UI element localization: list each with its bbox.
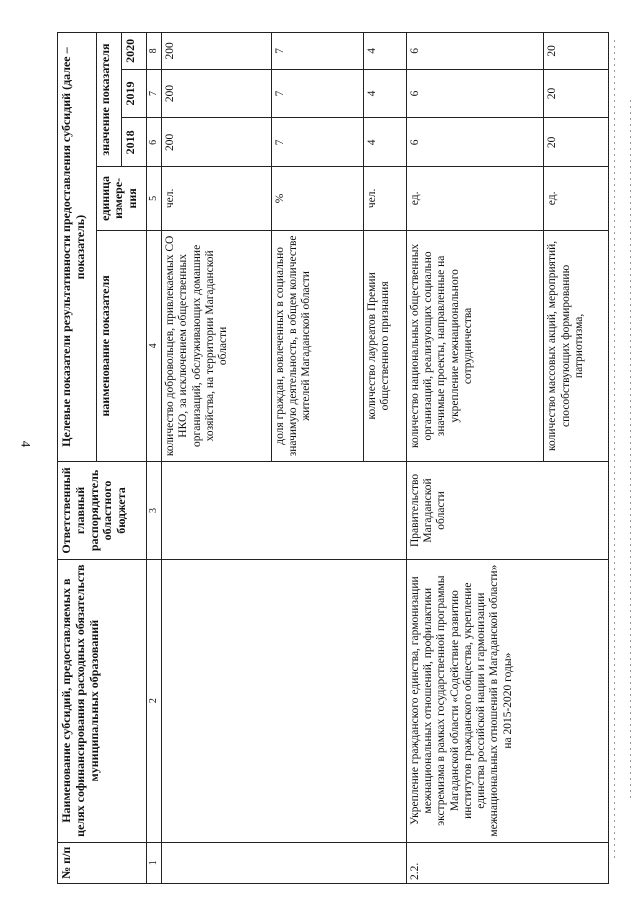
value-2020: 200 — [162, 33, 272, 70]
value-2018: 20 — [544, 118, 609, 167]
rotated-table-wrapper — [57, 32, 609, 884]
column-number: 4 — [146, 230, 162, 462]
row-number: 2.2. — [406, 842, 608, 883]
column-number: 7 — [146, 69, 162, 118]
scan-edge-line — [630, 100, 631, 800]
column-number: 3 — [146, 462, 162, 560]
indicator-unit: чел. — [162, 167, 272, 230]
column-number: 1 — [146, 842, 162, 883]
header-no: № п/п — [58, 842, 147, 883]
column-number: 2 — [146, 559, 162, 842]
value-2020: 20 — [544, 33, 609, 70]
value-2018: 4 — [364, 118, 407, 167]
indicator-unit: ед. — [406, 167, 544, 230]
indicator-name: количество массовых акций, мероприятий, способствующих формированию патриотизма, — [544, 230, 609, 462]
value-2018: 200 — [162, 118, 272, 167]
value-2019: 20 — [544, 69, 609, 118]
indicator-name: количество добровольцев, привлекаемых СО НКО, за исключением общественных организаций, обслуживающих домашние хозяйства, на территории Магаданской области — [162, 230, 272, 462]
value-2019: 6 — [406, 69, 544, 118]
header-subsidy: Наименование субсидий, предоставляемых в целях софинансирования расходных обязательств муниципальных образований — [58, 559, 147, 842]
header-row — [58, 33, 97, 884]
indicator-unit: % — [271, 167, 363, 230]
indicator-name: доля граждан, вовлеченных в социально значимую деятельность, в общем количестве жителей Магаданской области — [271, 230, 363, 462]
table-row — [162, 33, 272, 884]
empty-cell — [162, 559, 407, 842]
value-2020: 6 — [406, 33, 544, 70]
value-2019: 200 — [162, 69, 272, 118]
value-2018: 7 — [271, 118, 363, 167]
header-responsible: Ответственный главный распорядитель областного бюджета — [58, 462, 147, 560]
scan-edge-line — [614, 40, 615, 860]
indicator-unit: чел. — [364, 167, 407, 230]
page-number: 4 — [18, 440, 34, 448]
indicator-name: количество национальных общественных организаций, реализующих социально значимые проекты, направленные на укрепление межнационального сотрудничества — [406, 230, 544, 462]
header-indicator-name: наименование показателя — [96, 230, 146, 462]
column-number: 5 — [146, 167, 162, 230]
value-2018: 6 — [406, 118, 544, 167]
table-row — [406, 33, 544, 884]
value-2020: 4 — [364, 33, 407, 70]
value-2020: 7 — [271, 33, 363, 70]
empty-cell — [162, 842, 407, 883]
header-targets: Целевые показатели результативности предоставления субсидий (далее – показатель) — [58, 33, 97, 462]
value-2019: 7 — [271, 69, 363, 118]
header-year-2018: 2018 — [121, 118, 146, 167]
indicator-unit: ед. — [544, 167, 609, 230]
empty-cell — [162, 462, 407, 560]
column-number: 6 — [146, 118, 162, 167]
subsidy-table — [57, 32, 609, 884]
column-number-row — [146, 33, 162, 884]
subsidy-name: Укрепление гражданского единства, гармонизации межнациональных отношений, профилактики экстремизма в рамках государственной программы Магаданской области «Содействие развитию институтов гражданского общества, укрепление единства российской нации и гармонизации межнациональных отношений в Магаданской области» на 2015-2020 годы» — [406, 559, 608, 842]
responsible-authority: Правительство Магаданской области — [406, 462, 608, 560]
value-2019: 4 — [364, 69, 407, 118]
header-year-2019: 2019 — [121, 69, 146, 118]
header-unit: единица измере-ния — [96, 167, 146, 230]
header-value: значение показателя — [96, 33, 121, 167]
indicator-name: количество лауреатов Премии общественного признания — [364, 230, 407, 462]
header-year-2020: 2020 — [121, 33, 146, 70]
column-number: 8 — [146, 33, 162, 70]
